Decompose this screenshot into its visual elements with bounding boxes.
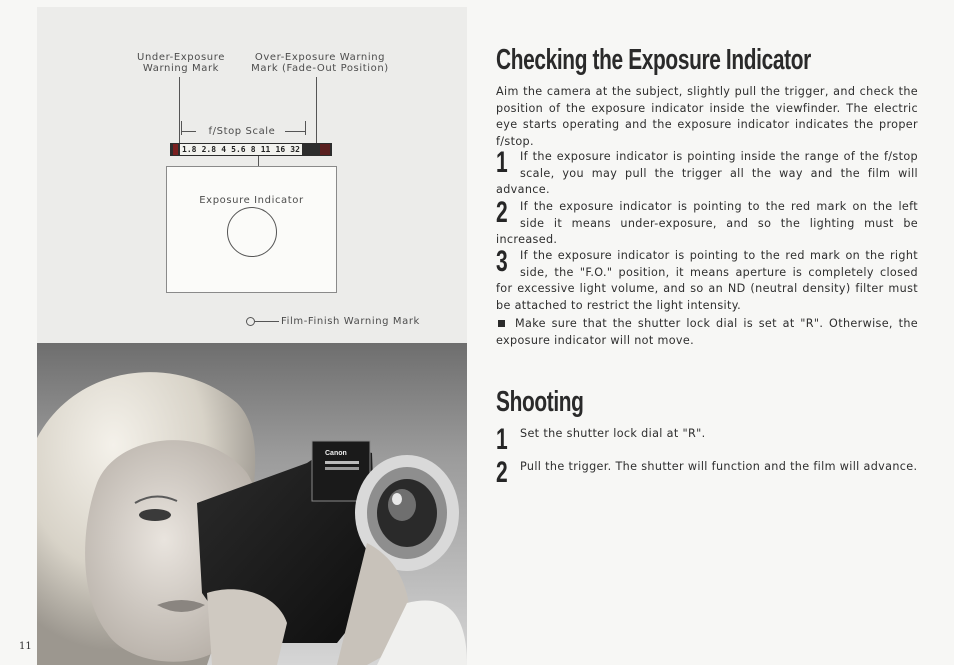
- note-text: Make sure that the shutter lock dial is set at "R". Otherwise, the exposure indicator will not move.: [496, 317, 918, 347]
- shooting-step-1: [496, 423, 918, 456]
- fstop-value: 16: [275, 145, 286, 154]
- scale-bracket-right: [305, 121, 306, 135]
- step-text: [496, 245, 918, 314]
- under-exposure-label: Under-Exposure Warning Mark: [137, 52, 225, 74]
- illustration-panel: [37, 7, 467, 665]
- eye-shape: [139, 509, 171, 521]
- scale-arrow-right: [285, 131, 305, 132]
- checking-step-3: [496, 245, 918, 314]
- step-number: 1: [496, 146, 508, 179]
- shooting-step-2: [496, 456, 918, 489]
- checking-note: [496, 316, 918, 349]
- step-text-content: If the exposure indicator is pointing inside the range of the f/stop scale, you may pull the trigger all the way and the film will advance.: [496, 150, 918, 197]
- fstop-value: 32: [290, 145, 300, 154]
- step-text: [496, 426, 918, 443]
- step-number: 1: [496, 423, 508, 456]
- exposure-indicator-circle: [227, 207, 277, 257]
- under-exposure-leader: [179, 77, 180, 143]
- fstop-value: 4: [221, 145, 227, 154]
- step-text-content: If the exposure indicator is pointing to the red mark on the left side it means under-exposure, and so the lighting must be increased.: [496, 200, 918, 247]
- shooting-title: Shooting: [496, 386, 584, 418]
- film-finish-leader: [255, 321, 279, 322]
- checking-title: Checking the Exposure Indicator: [496, 44, 811, 76]
- photo-illustration: [37, 343, 467, 665]
- under-exposure-mark: [173, 144, 178, 155]
- checking-intro: Aim the camera at the subject, slightly pull the trigger, and check the position of the exposure indicator inside the viewfinder. The electric eye starts operating and the exposure indicator indicates the proper f/stop.: [496, 85, 918, 148]
- viewfinder-diagram: [37, 7, 467, 343]
- woman-with-camera-photo: [37, 343, 467, 665]
- step-number: 2: [496, 196, 508, 229]
- step-text-content: Pull the trigger. The shutter will function and the film will advance.: [520, 460, 918, 473]
- fstop-value: 2.8: [201, 145, 217, 154]
- fstop-scale-values: [180, 144, 302, 155]
- step-text-content: Set the shutter lock dial at "R".: [520, 427, 706, 440]
- step-text: [496, 146, 918, 199]
- fstop-scale-label: f/Stop Scale: [208, 126, 276, 137]
- viewfinder-frame: [166, 166, 337, 293]
- over-exposure-label: Over-Exposure Warning Mark (Fade-Out Position): [251, 52, 389, 74]
- bullet-square-icon: [498, 320, 505, 327]
- over-exposure-leader: [316, 77, 317, 143]
- page-number: 11: [19, 641, 32, 652]
- fstop-value: 11: [260, 145, 271, 154]
- step-text: [496, 196, 918, 249]
- fstop-value: 8: [250, 145, 256, 154]
- exposure-indicator-label: Exposure Indicator: [199, 195, 304, 206]
- fstop-value: 1.8: [182, 145, 197, 154]
- scale-bracket-left: [181, 121, 182, 135]
- scale-arrow-left: [182, 131, 196, 132]
- checking-step-1: [496, 146, 918, 199]
- camera-brand: Canon: [325, 450, 347, 457]
- checking-step-2: [496, 196, 918, 249]
- over-exposure-mark: [320, 144, 330, 155]
- step-number: 3: [496, 245, 508, 278]
- step-text: [496, 459, 918, 476]
- film-finish-mark: [246, 317, 255, 326]
- step-number: 2: [496, 456, 508, 489]
- step-text-content: If the exposure indicator is pointing to the red mark on the right side, the "F.O." position, it means aperture is completely closed for excessive light volume, and so an ND (neutral density) filter must be attached to restrict the light intensity.: [496, 249, 918, 312]
- film-finish-label: Film-Finish Warning Mark: [281, 316, 420, 327]
- fstop-scale-bar: [170, 143, 332, 156]
- fstop-value: 5.6: [231, 145, 246, 154]
